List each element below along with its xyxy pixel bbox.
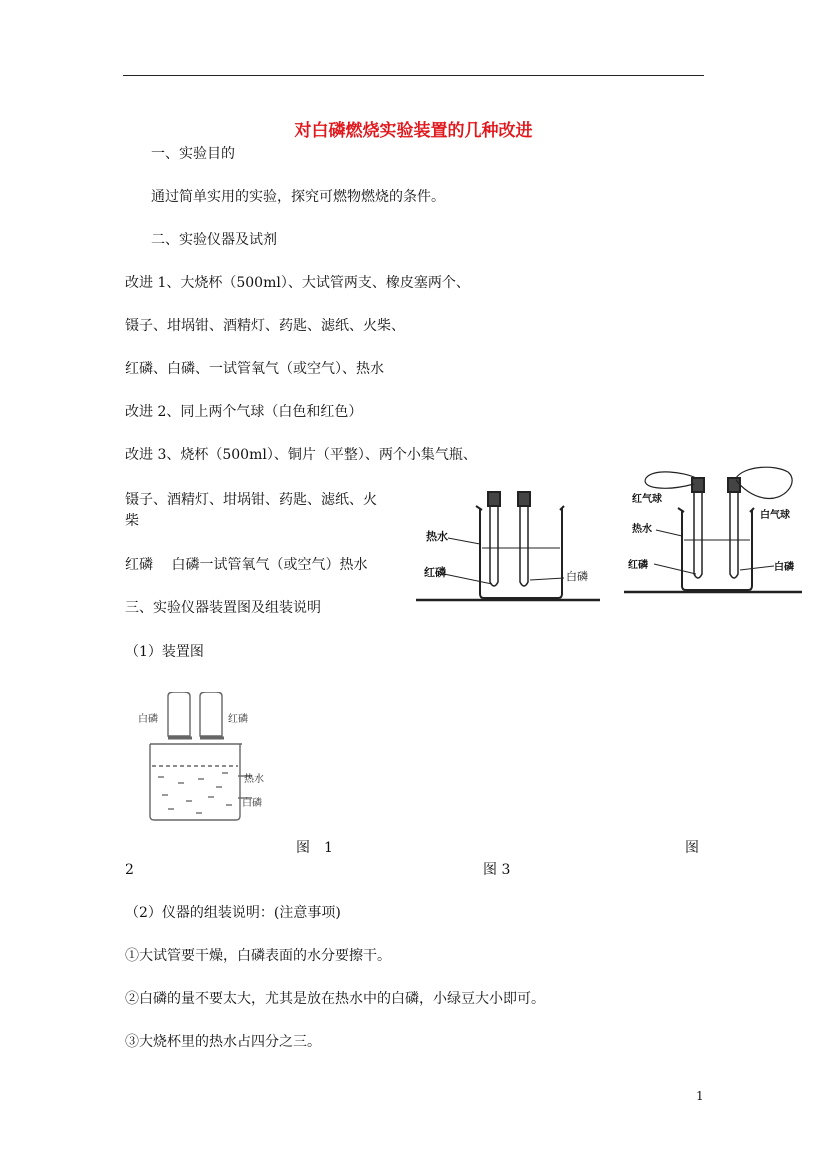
subheading-assembly: （2）仪器的组装说明：(注意事项): [125, 905, 341, 921]
equipment-line-1a: 改进 1、大烧杯（500ml）、大试管两支、橡皮塞两个、: [125, 275, 470, 291]
fig3-label-red-balloon: 红气球: [632, 494, 662, 505]
page-title: 对白磷燃烧实验装置的几种改进: [294, 121, 533, 141]
section-heading-diagrams: 三、实验仪器装置图及组装说明: [125, 600, 321, 616]
section-heading-equipment: 二、实验仪器及试剂: [151, 232, 277, 248]
caption-figure-2-part1: 图: [685, 840, 699, 856]
note-2: ②白磷的量不要太大，尤其是放在热水中的白磷，小绿豆大小即可。: [125, 991, 545, 1007]
note-1: ①大试管要干燥，白磷表面的水分要擦干。: [125, 948, 391, 964]
equipment-line-1b: 镊子、坩埚钳、酒精灯、药匙、滤纸、火柴、: [125, 318, 405, 334]
fig2-label-red-p: 红磷: [424, 566, 446, 579]
fig1-label-hot-water: 热水: [244, 774, 264, 785]
caption-figure-2-part2: 2: [125, 862, 134, 878]
fig1-label-white-p-top: 白磷: [138, 714, 158, 725]
section-heading-purpose: 一、实验目的: [151, 146, 235, 162]
fig2-label-hot-water: 热水: [426, 530, 448, 543]
equipment-line-3c: 红磷 白磷一试管氧气（或空气）热水: [125, 557, 368, 573]
subheading-diagram: （1）装置图: [125, 644, 204, 660]
fig3-label-white-p: 白磷: [774, 562, 794, 573]
figure-2-diagram: [414, 484, 602, 604]
equipment-line-1c: 红磷、白磷、一试管氧气（或空气）、热水: [125, 361, 384, 377]
fig3-label-red-p: 红磷: [628, 560, 648, 571]
caption-figure-3: 图 3: [483, 862, 511, 878]
equipment-line-3a: 改进 3、烧杯（500ml）、铜片（平整）、两个小集气瓶、: [125, 447, 477, 463]
fig1-label-white-p-bottom: 白磷: [242, 798, 262, 809]
fig3-label-hot-water: 热水: [632, 524, 652, 535]
paragraph-purpose: 通过简单实用的实验，探究可燃物燃烧的条件。: [151, 189, 445, 205]
equipment-line-3b: 镊子、酒精灯、坩埚钳、药匙、滤纸、火: [125, 492, 377, 508]
fig2-label-white-p: 白磷: [566, 570, 588, 583]
fig3-label-white-balloon: 白气球: [760, 510, 790, 521]
note-3: ③大烧杯里的热水占四分之三。: [125, 1034, 321, 1050]
figure-3-diagram: [624, 462, 802, 594]
header-rule: [123, 75, 704, 76]
page-number: 1: [696, 1089, 704, 1103]
figure-1-diagram: [138, 692, 288, 826]
caption-figure-1: 图 1: [296, 840, 333, 856]
equipment-line-2: 改进 2、同上两个气球（白色和红色）: [125, 404, 363, 420]
fig1-label-red-p: 红磷: [228, 714, 248, 725]
equipment-line-3b-cont: 柴: [125, 513, 139, 529]
